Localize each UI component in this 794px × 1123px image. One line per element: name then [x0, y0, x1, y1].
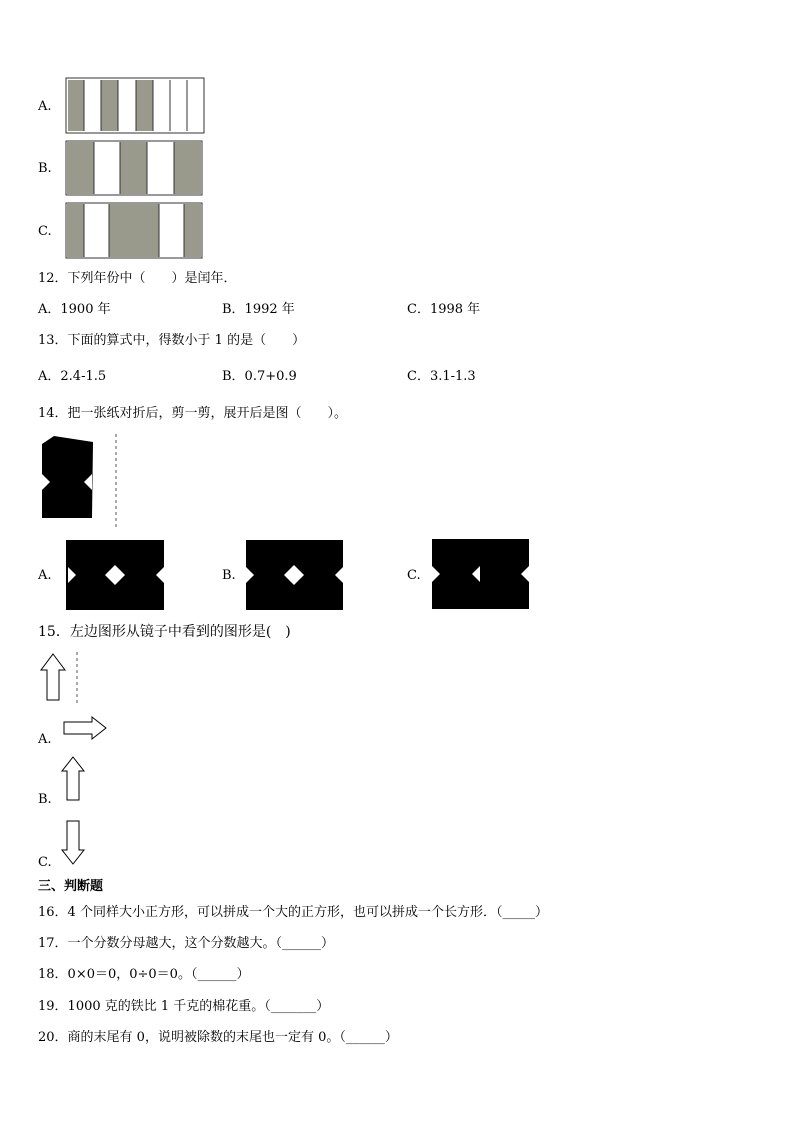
judgment-item-19[interactable]: 19．1000 克的铁比 1 千克的棉花重。（_______）: [38, 999, 330, 1014]
q11-option-c-figure: [66, 203, 206, 259]
q15-stem: 15．左边图形从镜子中看到的图形是( ): [38, 624, 291, 640]
q14-option-c-label[interactable]: C.: [407, 568, 421, 583]
q12-option-c[interactable]: C．1998 年: [407, 302, 481, 317]
q15-option-b-label[interactable]: B.: [38, 792, 52, 807]
judgment-item-16[interactable]: 16．4 个同样大小正方形，可以拼成一个大的正方形，也可以拼成一个长方形．（_____）: [38, 905, 548, 920]
q13-option-b[interactable]: B．0.7+0.9: [222, 369, 297, 384]
q11-option-b-label[interactable]: B.: [38, 161, 52, 176]
judgment-item-18[interactable]: 18．0×0＝0，0÷0＝0。（______）: [38, 967, 250, 982]
q15-option-c-label[interactable]: C.: [38, 855, 52, 870]
section-3-title: 三、判断题: [38, 879, 104, 894]
q13-option-c[interactable]: C．3.1-1.3: [407, 369, 476, 384]
q11-option-b-figure: [66, 141, 206, 197]
q13-stem: 13．下面的算式中，得数小于 1 的是（ ）: [38, 333, 306, 348]
q11-option-a-figure: [66, 78, 206, 134]
q15-option-b-up-arrow-icon: [61, 756, 87, 802]
q14-option-a-label[interactable]: A.: [38, 568, 52, 583]
q15-option-a-right-arrow-icon: [62, 716, 108, 740]
q12-option-a[interactable]: A．1900 年: [38, 302, 111, 317]
q14-option-b-figure: [246, 540, 346, 612]
q15-option-c-down-arrow-icon: [61, 820, 87, 866]
judgment-item-17[interactable]: 17．一个分数分母越大，这个分数越大。（______）: [38, 936, 335, 951]
q14-option-b-label[interactable]: B.: [222, 568, 236, 583]
judgment-item-20[interactable]: 20．商的末尾有 0，说明被除数的末尾也一定有 0。（______）: [38, 1030, 398, 1045]
q14-stem: 14．把一张纸对折后，剪一剪，展开后是图（ ）。: [38, 406, 348, 421]
q14-option-a-figure: [66, 540, 166, 612]
q12-stem: 12．下列年份中（ ）是闰年．: [38, 271, 237, 286]
q11-option-c-label[interactable]: C.: [38, 224, 52, 239]
q15-option-a-label[interactable]: A.: [38, 732, 52, 747]
q14-folded-paper-figure: [40, 434, 130, 529]
q15-up-arrow-figure: [40, 652, 90, 704]
q13-option-a[interactable]: A．2.4-1.5: [38, 369, 107, 384]
q11-option-a-label[interactable]: A.: [38, 99, 52, 114]
q12-option-b[interactable]: B．1992 年: [222, 302, 295, 317]
q14-option-c-figure: [432, 539, 532, 611]
